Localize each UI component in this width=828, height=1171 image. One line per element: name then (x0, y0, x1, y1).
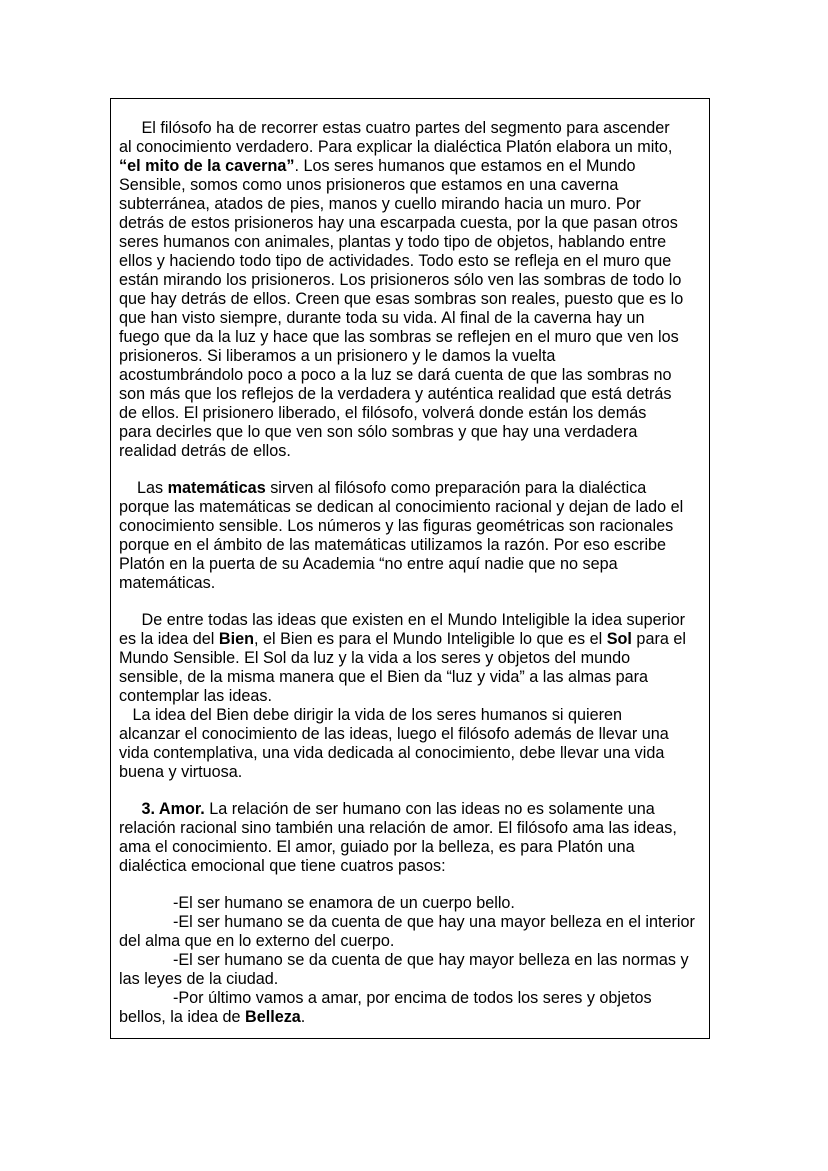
list-item: -El ser humano se da cuenta de que hay mayor belleza en las normas y (172, 951, 689, 969)
bien-term: Bien (218, 630, 254, 648)
love-steps-list: -El ser humano se enamora de un cuerpo bello. -El ser humano se da cuenta de que hay una mayor belleza en el interior del alma que en lo externo del cuerpo. -El ser humano se da cuenta de que hay mayor belleza en las normas y las leyes de la ciudad. -Por último vamos a amar, por encima de todos los seres y objetos bellos, la idea de Belleza. (119, 894, 709, 1027)
belleza-term: Belleza (245, 1008, 301, 1026)
paragraph-mathematics: Las matemáticas sirven al filósofo como preparación para la dialéctica porque las matemáticas se dedican al conocimiento racional y dejan de lado el conocimiento sensible. Los números y las figuras geométricas son racionales porque en el ámbito de las matemáticas utilizamos la razón. Por eso escribe Platón en la puerta de su Academia “no entre aquí nadie que no sepa matemáticas. (119, 479, 684, 592)
paragraph-cave-myth: El filósofo ha de recorrer estas cuatro partes del segmento para ascender al conocimiento verdadero. Para explicar la dialéctica Platón elabora un mito, “el mito de la caverna”. Los seres humanos que estamos en el Mundo Sensible, somos como unos prisioneros que estamos en una caverna subterránea, atados de pies, manos y cuello mirando hacia un muro. Por detrás de estos prisioneros hay una escarpada cuesta, por la que pasan otros seres humanos con animales, plantas y todo tipo de objetos, hablando entre ellos y haciendo todo tipo de actividades. Todo esto se refleja en el muro que están mirando los prisioneros. Los prisioneros sólo ven las sombras de todo lo que hay detrás de ellos. Creen que esas sombras son reales, puesto que es lo que han visto siempre, durante toda su vida. Al final de la caverna hay un fuego que da la luz y hace que las sombras se reflejen en el muro que ven los prisioneros. Si liberamos a un prisionero y le damos la vuelta acostumbrándolo poco a poco a la luz se dará cuenta de que las sombras no son más que los reflejos de la verdadera y auténtica realidad que está detrás de ellos. El prisionero liberado, el filósofo, volverá donde están los demás para decirles que lo que ven son sólo sombras y que hay una verdadera realidad detrás de ellos. (119, 119, 684, 460)
mathematics-term: matemáticas (167, 479, 266, 497)
sol-term: Sol (606, 630, 632, 648)
list-item: -El ser humano se da cuenta de que hay una mayor belleza en el interior (172, 913, 695, 931)
paragraph-love: 3. Amor. La relación de ser humano con las ideas no es solamente una relación racional sino también una relación de amor. El filósofo ama las ideas, ama el conocimiento. El amor, guiado por la belleza, es para Platón una dialéctica emocional que tiene cuatros pasos: (119, 800, 677, 875)
section-heading-love: 3. Amor. (141, 800, 205, 818)
cave-myth-title: “el mito de la caverna” (119, 157, 295, 175)
document-body (119, 119, 709, 1027)
paragraph-idea-of-good: De entre todas las ideas que existen en el Mundo Inteligible la idea superior es la idea del Bien, el Bien es para el Mundo Inteligible lo que es el Sol para el Mundo Sensible. El Sol da luz y la vida a los seres y objetos del mundo sensible, de la misma manera que el Bien da “luz y vida” a las almas para contemplar las ideas. La idea del Bien debe dirigir la vida de los seres humanos si quieren alcanzar el conocimiento de las ideas, luego el filósofo además de llevar una vida contemplativa, una vida dedicada al conocimiento, debe llevar una vida buena y virtuosa. (119, 611, 686, 781)
document-frame (110, 98, 710, 1039)
list-item: -El ser humano se enamora de un cuerpo bello. (172, 894, 515, 912)
list-item: -Por último vamos a amar, por encima de todos los seres y objetos (172, 989, 652, 1007)
